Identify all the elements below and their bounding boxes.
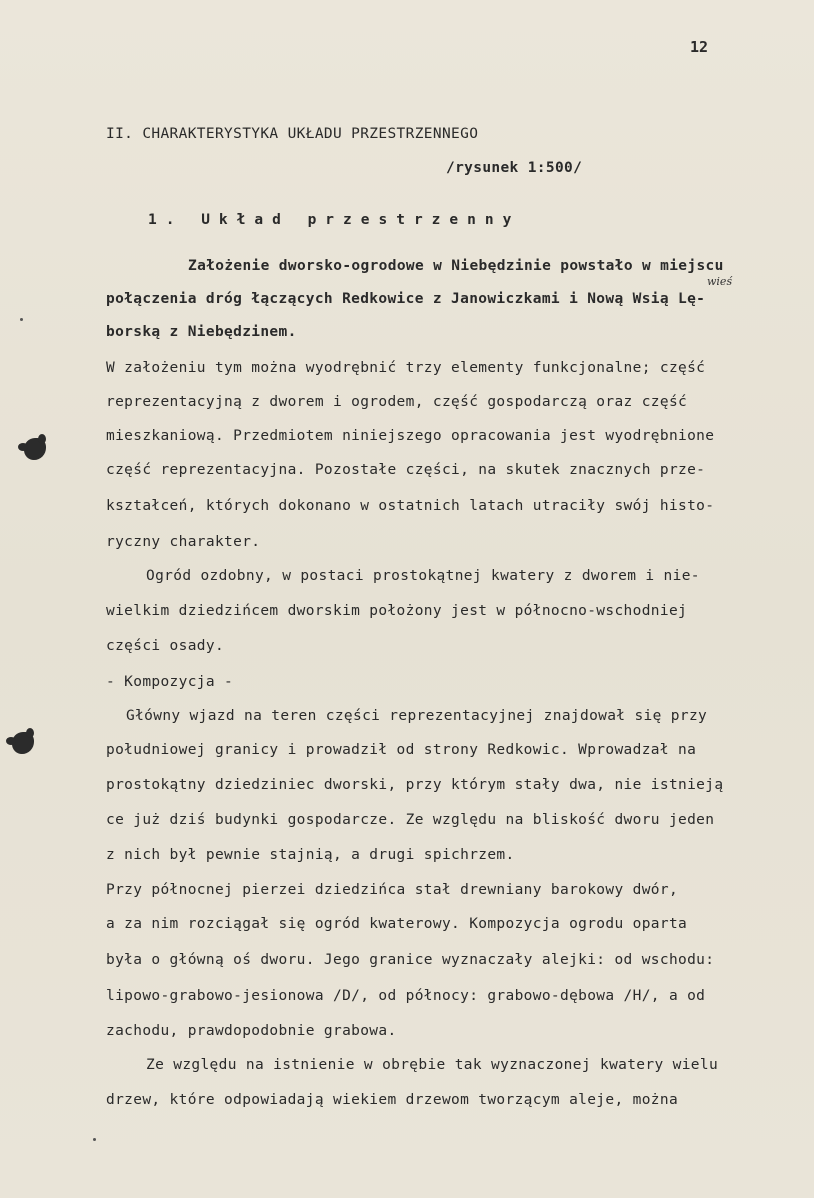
section-title: 1. Układ przestrzenny [148, 212, 521, 228]
text-line: część reprezentacyjna. Pozostałe części, na skutek znacznych prze- [106, 462, 706, 478]
handwritten-annotation: wieś [707, 275, 733, 288]
text-line: południowej granicy i prowadził od strony Redkowic. Wprowadzał na [106, 742, 697, 758]
text-line: Założenie dworsko-ogrodowe w Niebędzinie powstało w miejscu [188, 258, 724, 274]
punch-hole [24, 438, 46, 460]
text-line: z nich był pewnie stajnią, a drugi spichrzem. [106, 847, 515, 863]
text-line: kształceń, których dokonano w ostatnich latach utraciły swój histo- [106, 498, 715, 514]
text-line: lipowo-grabowo-jesionowa /D/, od północy: grabowo-dębowa /H/, a od [106, 988, 706, 1004]
text-line: borską z Niebędzinem. [106, 324, 297, 340]
chapter-heading: II. CHARAKTERYSTYKA UKŁADU PRZESTRZENNEGO [106, 126, 479, 142]
subsection-heading: - Kompozycja - [106, 674, 234, 690]
text-line: wielkim dziedzińcem dworskim położony jest w północno-wschodniej [106, 603, 688, 619]
page-number: 12 [690, 38, 709, 56]
text-line: W założeniu tym można wyodrębnić trzy elementy funkcjonalne; część [106, 360, 706, 376]
text-line: zachodu, prawdopodobnie grabowa. [106, 1023, 397, 1039]
text-line: a za nim rozciągał się ogród kwaterowy. Kompozycja ogrodu oparta [106, 916, 688, 932]
chapter-subheading: /rysunek 1:500/ [446, 160, 583, 176]
punch-hole [12, 732, 34, 754]
text-line: Ogród ozdobny, w postaci prostokątnej kwatery z dworem i nie- [146, 568, 700, 584]
text-line: Przy północnej pierzei dziedzińca stał drewniany barokowy dwór, [106, 882, 679, 898]
text-line: części osady. [106, 638, 225, 654]
text-line: mieszkaniową. Przedmiotem niniejszego opracowania jest wyodrębnione [106, 428, 715, 444]
text-line: reprezentacyjną z dworem i ogrodem, część gospodarczą oraz część [106, 394, 688, 410]
text-line: ryczny charakter. [106, 534, 261, 550]
text-line: połączenia dróg łączących Redkowice z Janowiczkami i Nową Wsią Lę- [106, 291, 706, 307]
text-line: Ze względu na istnienie w obrębie tak wyznaczonej kwatery wielu [146, 1057, 719, 1073]
text-line: Główny wjazd na teren części reprezentacyjnej znajdował się przy [126, 708, 708, 724]
text-line: ce już dziś budynki gospodarcze. Ze względu na bliskość dworu jeden [106, 812, 715, 828]
text-line: prostokątny dziedziniec dworski, przy którym stały dwa, nie istnieją [106, 777, 724, 793]
text-line: była o główną oś dworu. Jego granice wyznaczały alejki: od wschodu: [106, 952, 715, 968]
text-line: drzew, które odpowiadają wiekiem drzewom tworzącym aleje, można [106, 1092, 679, 1108]
paper-speck [20, 318, 23, 321]
paper-speck [93, 1138, 96, 1141]
